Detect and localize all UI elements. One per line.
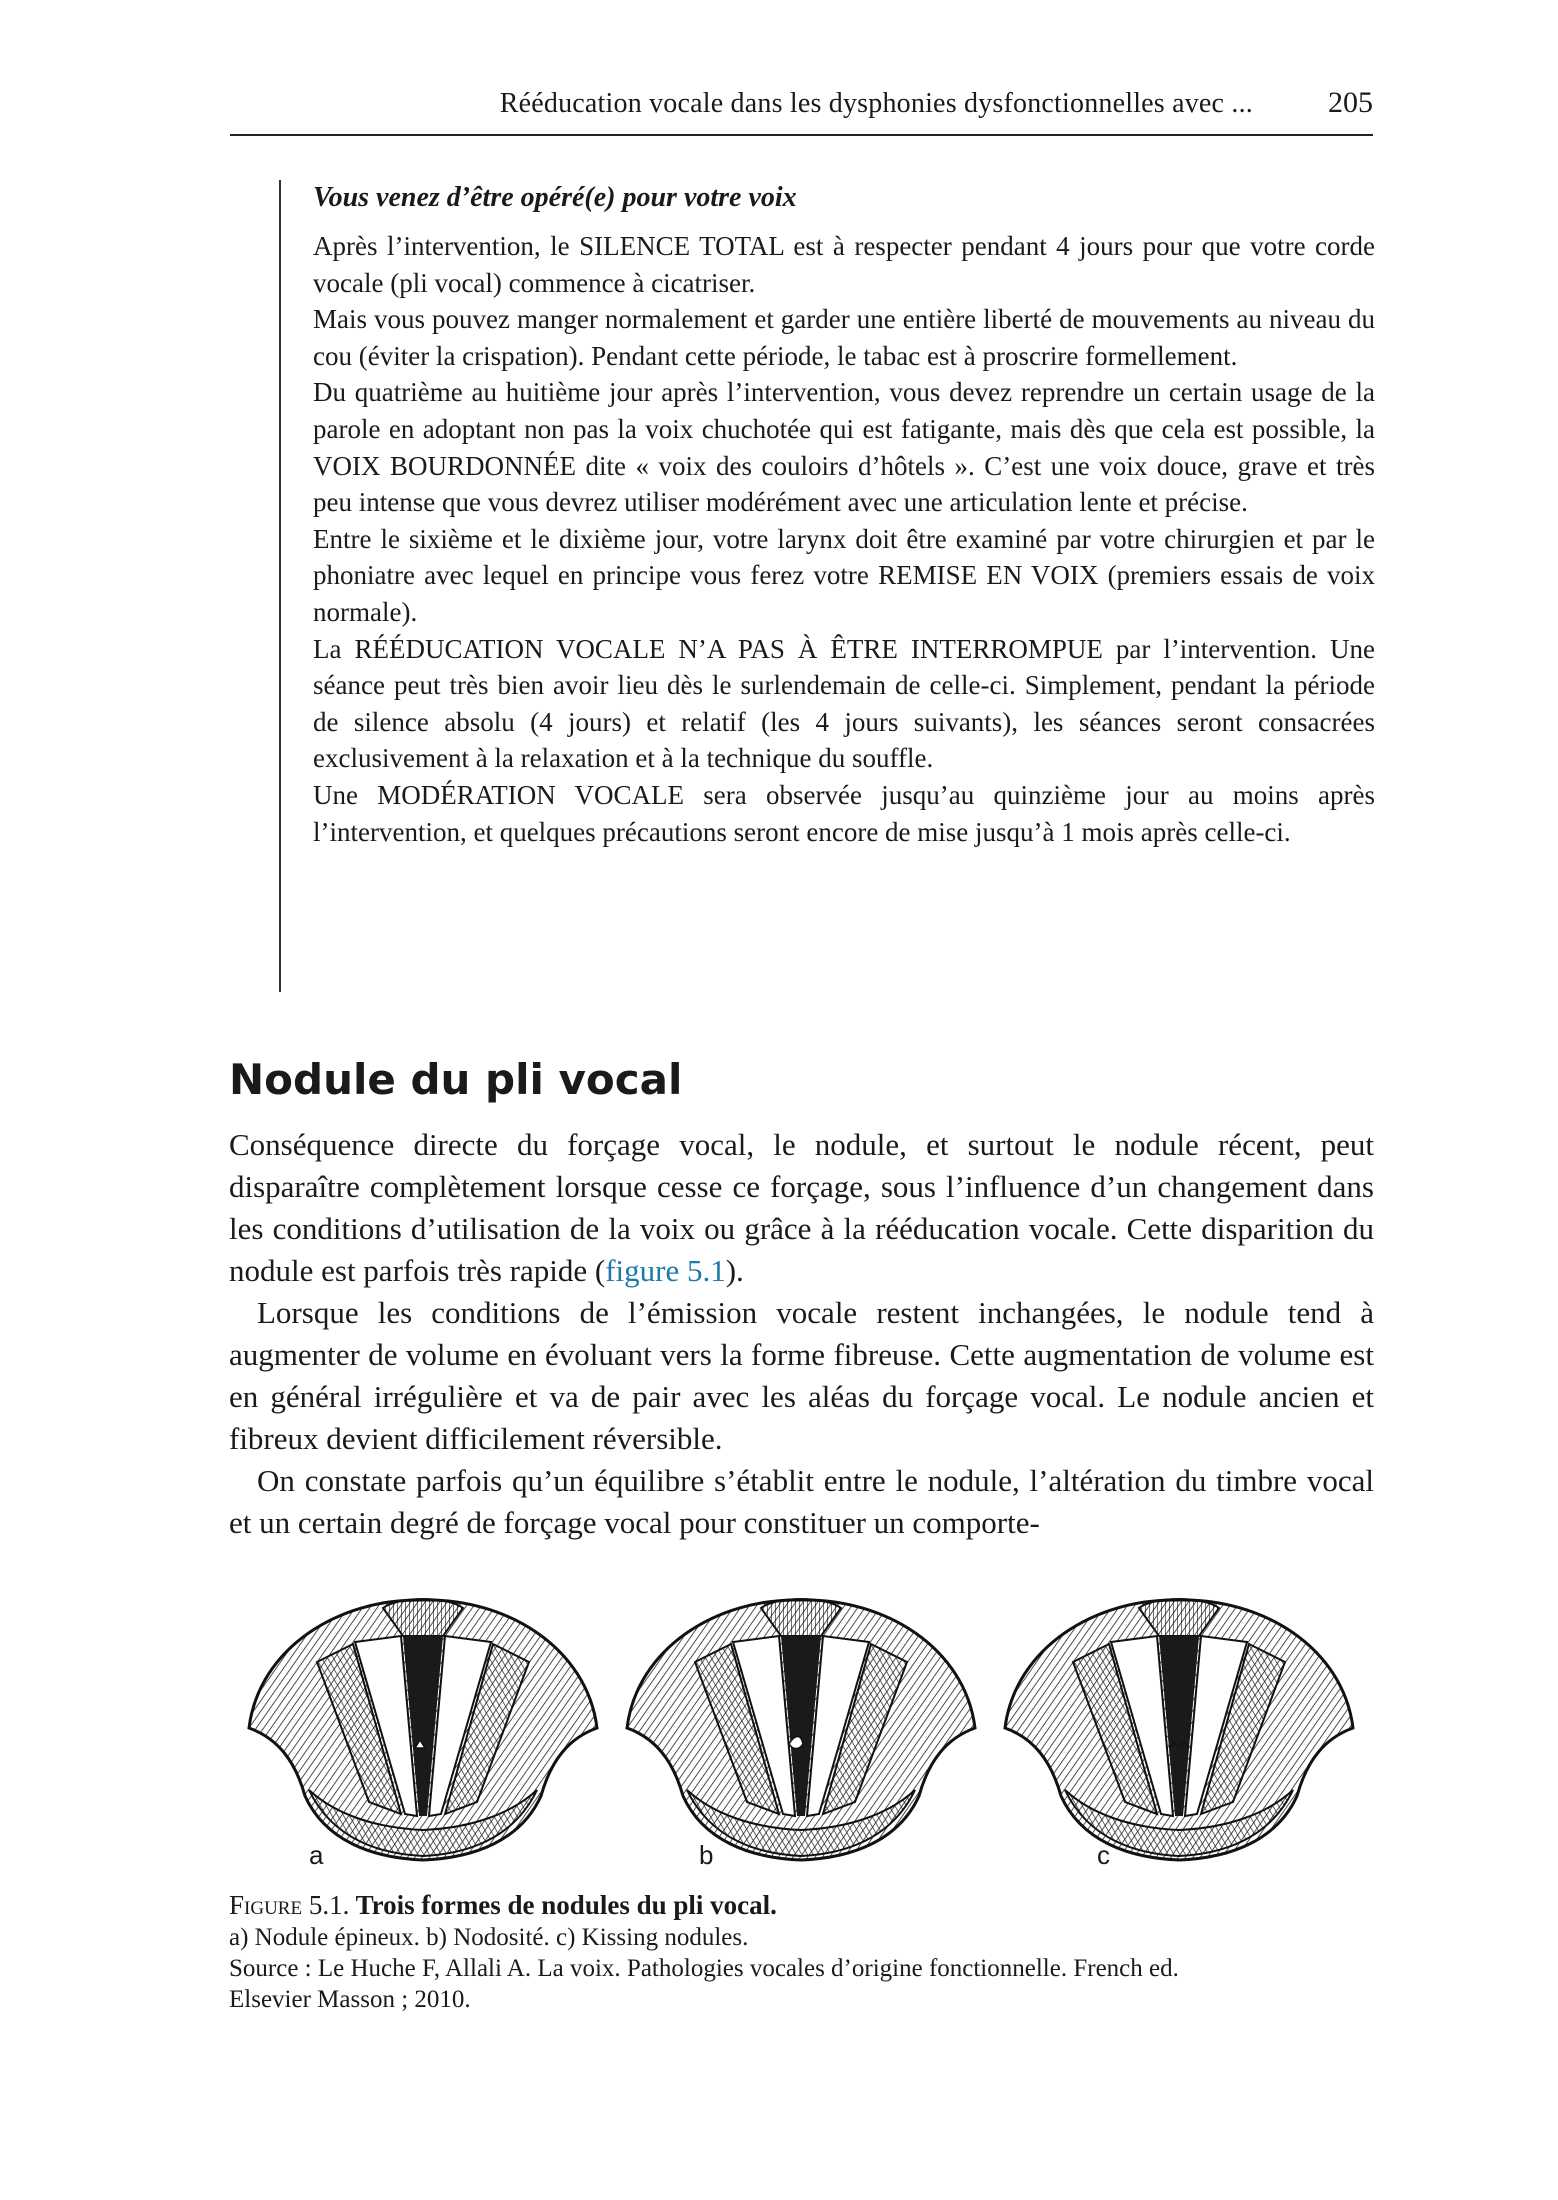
body-text <box>229 1124 1374 1544</box>
larynx-illustration-a <box>229 1578 617 1878</box>
caption-source-publisher: Elsevier Masson ; 2010. <box>229 1986 471 2013</box>
panel-label-c: c <box>1097 1840 1110 1870</box>
figure-caption <box>229 1890 1374 2015</box>
body-paragraph: On constate parfois qu’un équilibre s’établit entre le nodule, l’altération du timbre vocal et un certain degré de forçage vocal pour constituer un comporte- <box>229 1463 1374 1540</box>
running-title: Rééducation vocale dans les dysphonies dysfonctionnelles avec ... <box>499 88 1253 119</box>
larynx-illustration-c <box>985 1578 1373 1878</box>
figure-reference-link[interactable]: figure 5.1 <box>605 1253 726 1288</box>
caption-source: Source : Le Huche F, Allali A. La voix. Pathologies vocales d’origine fonctionnelle. French ed. <box>229 1955 1179 1982</box>
caption-figure-title: Trois formes de nodules du pli vocal. <box>355 1890 777 1920</box>
info-box-content <box>313 180 1375 850</box>
info-box-paragraph: Mais vous pouvez manger normalement et garder une entière liberté de mouvements au niveau du cou (éviter la crispation). Pendant cette période, le tabac est à proscrire formellement. <box>313 304 1375 371</box>
page-number: 205 <box>1328 86 1373 119</box>
body-paragraph-text: Conséquence directe du forçage vocal, le nodule, et surtout le nodule récent, peut disparaître complètement lorsque cesse ce forçage, sous l’influence d’un changement dans les conditions d’utilisation de la voix ou grâce à la rééducation vocale. Cette disparition du nodule est parfois très rapide ( <box>229 1127 1374 1288</box>
larynx-illustration-b <box>607 1578 995 1878</box>
info-box-paragraph: Du quatrième au huitième jour après l’intervention, vous devez reprendre un certain usage de la parole en adoptant non pas la voix chuchotée qui est fatigante, mais dès que cela est possible, la VOIX BOURDONNÉE dite « voix des couloirs d’hôtels ». C’est une voix douce, grave et très peu intense que vous devrez utiliser modérément avec une articulation lente et précise. <box>313 377 1375 518</box>
body-paragraph: Lorsque les conditions de l’émission vocale restent inchangées, le nodule tend à augmenter de volume en évoluant vers la forme fibreuse. Cette augmentation de volume est en général irrégulière et va de pair avec les aléas du forçage vocal. Le nodule ancien et fibreux devient difficilement réversible. <box>229 1295 1374 1456</box>
info-box <box>279 180 1379 992</box>
info-box-title: Vous venez d’être opéré(e) pour votre voix <box>313 182 797 213</box>
caption-title-line <box>229 1890 1374 1922</box>
panel-label-b: b <box>699 1840 714 1870</box>
body-paragraph <box>229 1124 1374 1292</box>
info-box-paragraph: Entre le sixième et le dixième jour, votre larynx doit être examiné par votre chirurgien et par le phoniatre avec lequel en principe vous ferez votre REMISE EN VOIX (premiers essais de voix normale). <box>313 523 1375 627</box>
section-heading: Nodule du pli vocal <box>229 1055 683 1104</box>
info-box-paragraph: Une MODÉRATION VOCALE sera observée jusqu’au quinzième jour au moins après l’intervention, et quelques précautions seront encore de mise jusqu’à 1 mois après celle-ci. <box>313 779 1375 847</box>
body-paragraph-end: ). <box>725 1253 744 1288</box>
info-box-paragraph: Après l’intervention, le SILENCE TOTAL est à respecter pendant 4 jours pour que votre corde vocale (pli vocal) commence à cicatriser. <box>313 231 1375 298</box>
figure-larynx-nodules <box>229 1578 1374 1878</box>
panel-label-a: a <box>309 1840 324 1870</box>
running-header <box>230 86 1373 136</box>
caption-figure-label: Figure 5.1. <box>229 1890 350 1920</box>
caption-legend: a) Nodule épineux. b) Nodosité. c) Kissing nodules. <box>229 1924 749 1951</box>
info-box-paragraph: La RÉÉDUCATION VOCALE N’A PAS À ÊTRE INTERROMPUE par l’intervention. Une séance peut très bien avoir lieu dès le surlendemain de celle-ci. Simplement, pendant la période de silence absolu (4 jours) et relatif (les 4 jours suivants), les séances seront consacrées exclusivement à la relaxation et à la technique du souffle. <box>313 633 1375 774</box>
